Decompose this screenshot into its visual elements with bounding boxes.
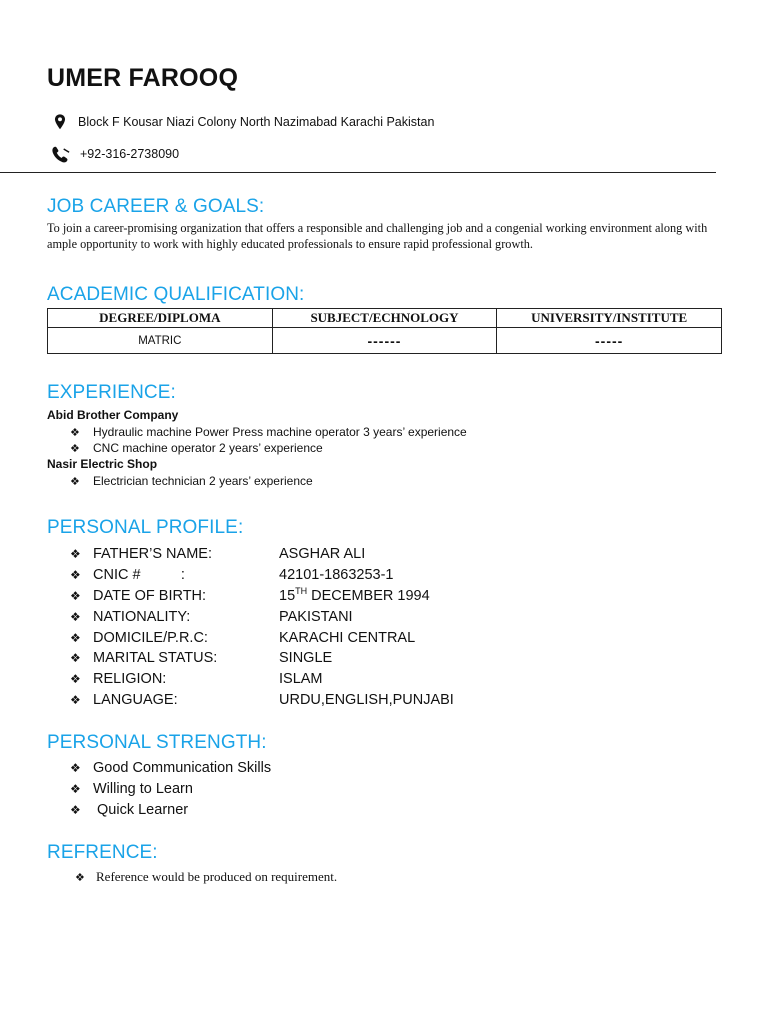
bullet-diamond-icon: ❖ (70, 672, 81, 687)
bullet-diamond-icon: ❖ (70, 426, 80, 439)
list-item (75, 868, 337, 886)
bullet-diamond-icon: ❖ (70, 568, 81, 583)
dob-rest: DECEMBER 1994 (307, 587, 430, 604)
phone-icon (50, 145, 72, 163)
profile-row (70, 565, 454, 586)
academic-heading: ACADEMIC QUALIFICATION: (47, 284, 305, 305)
list-item-text: Quick Learner (93, 801, 189, 818)
list-item-text: Willing to Learn (93, 780, 193, 797)
list-item (70, 778, 271, 799)
experience-heading: EXPERIENCE: (47, 382, 176, 403)
table-cell-subject: ------ (272, 328, 497, 354)
phone-row (50, 145, 179, 163)
profile-row (70, 627, 454, 648)
profile-list (70, 544, 454, 710)
profile-value (279, 588, 430, 604)
dob-suffix: TH (295, 586, 308, 597)
table-header-degree: DEGREE/DIPLOMA (48, 309, 273, 328)
bullet-diamond-icon: ❖ (70, 630, 81, 645)
candidate-name: UMER FAROOQ (47, 64, 239, 92)
list-item-text: CNC machine operator 2 years’ experience (93, 441, 323, 455)
table-cell-institute: ----- (497, 328, 722, 354)
bullet-diamond-icon: ❖ (70, 588, 81, 603)
profile-value: PAKISTANI (279, 608, 353, 625)
dob-day: 15 (279, 587, 296, 604)
company-name: Nasir Electric Shop (47, 457, 158, 471)
table-row (48, 328, 722, 354)
company-name: Abid Brother Company (47, 408, 179, 422)
reference-heading: REFRENCE: (47, 842, 158, 863)
list-item-text: Good Communication Skills (93, 759, 272, 776)
experience-list (70, 424, 467, 456)
strength-list (70, 757, 271, 820)
bullet-diamond-icon: ❖ (70, 651, 81, 666)
goals-heading: JOB CAREER & GOALS: (47, 196, 265, 217)
bullet-diamond-icon: ❖ (70, 547, 81, 562)
bullet-diamond-icon: ❖ (70, 802, 81, 817)
address-row (50, 113, 434, 131)
profile-label: MARITAL STATUS: (93, 650, 218, 667)
profile-row (70, 690, 454, 711)
profile-value: SINGLE (279, 650, 333, 667)
bullet-diamond-icon: ❖ (70, 442, 80, 455)
list-item (70, 473, 313, 489)
reference-list (75, 868, 337, 886)
profile-row (70, 586, 454, 607)
profile-row (70, 606, 454, 627)
list-item (70, 799, 271, 820)
profile-label: CNIC # : (93, 567, 185, 584)
bullet-diamond-icon: ❖ (70, 475, 80, 488)
list-item (70, 757, 271, 778)
strength-heading: PERSONAL STRENGTH: (47, 732, 267, 753)
profile-label: NATIONALITY: (93, 608, 191, 625)
profile-row (70, 669, 454, 690)
profile-value: ASGHAR ALI (279, 546, 366, 563)
table-header-institute: UNIVERSITY/INSTITUTE (497, 309, 722, 328)
academic-table (47, 308, 722, 354)
profile-value: ISLAM (279, 671, 323, 688)
list-item-text: Hydraulic machine Power Press machine operator 3 years’ experience (93, 425, 467, 439)
header-divider (0, 172, 716, 173)
profile-row (70, 648, 454, 669)
profile-value: URDU,ENGLISH,PUNJABI (279, 691, 454, 708)
goals-paragraph: To join a career-promising organization that offers a responsible and challenging job and a congenial working environment along with ample opportunity to work with highly educated professionals to ensure rapid professional growth. (47, 221, 708, 251)
profile-value: KARACHI CENTRAL (279, 629, 416, 646)
bullet-diamond-icon: ❖ (70, 609, 81, 624)
profile-row (70, 544, 454, 565)
bullet-diamond-icon: ❖ (70, 760, 81, 775)
profile-label: RELIGION: (93, 671, 167, 688)
experience-list (70, 473, 313, 489)
table-header-row (48, 309, 722, 328)
profile-value: 42101-1863253-1 (279, 567, 394, 584)
phone-text: +92-316-2738090 (80, 147, 180, 161)
bullet-diamond-icon: ❖ (75, 870, 85, 884)
list-item-text: Reference would be produced on requirement. (96, 869, 338, 884)
bullet-diamond-icon: ❖ (70, 781, 81, 796)
bullet-diamond-icon: ❖ (70, 692, 81, 707)
list-item (70, 424, 467, 440)
table-header-subject: SUBJECT/ECHNOLOGY (272, 309, 497, 328)
list-item (70, 440, 467, 456)
profile-label: FATHER’S NAME: (93, 546, 212, 563)
profile-heading: PERSONAL PROFILE: (47, 517, 244, 538)
location-pin-icon (50, 113, 70, 131)
list-item-text: Electrician technician 2 years’ experience (93, 474, 313, 488)
profile-label: DATE OF BIRTH: (93, 587, 207, 604)
profile-label: LANGUAGE: (93, 691, 178, 708)
address-text: Block F Kousar Niazi Colony North Nazimabad Karachi Pakistan (78, 115, 435, 129)
table-cell-degree: MATRIC (48, 328, 273, 354)
profile-label: DOMICILE/P.R.C: (93, 629, 208, 646)
